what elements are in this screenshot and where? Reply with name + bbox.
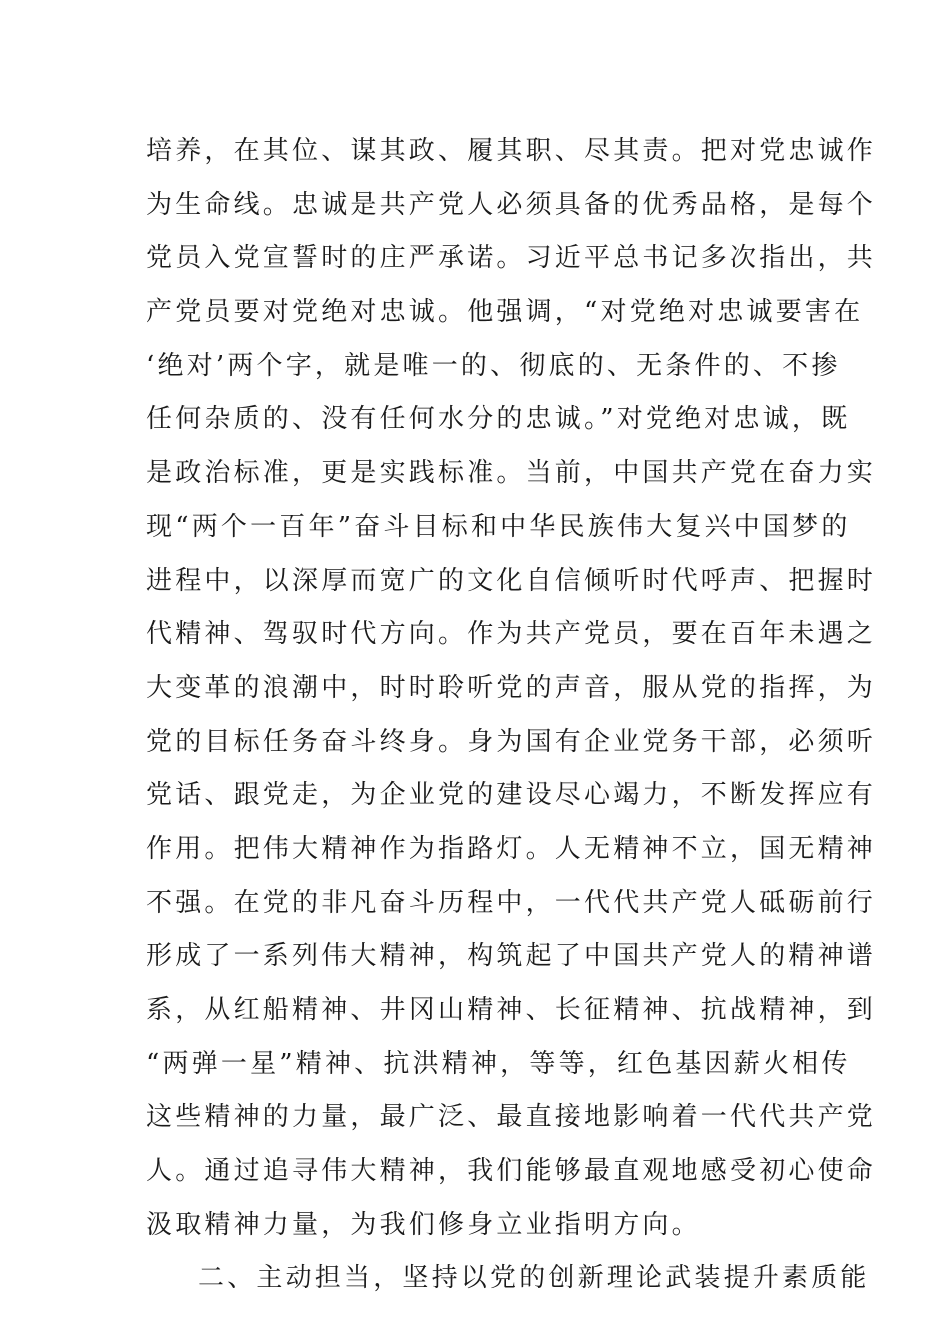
text-line: 不强。在党的非凡奋斗历程中，一代代共产党人砥砺前行 [146,887,877,918]
text-line: 人。通过追寻伟大精神，我们能够最直观地感受初心使命 [146,1156,877,1187]
text-line: 大变革的浪潮中，时时聆听党的声音，服从党的指挥，为 [146,672,877,703]
text-line: 产党员要对党绝对忠诚。他强调，“对党绝对忠诚要害在 [146,297,864,328]
text-line: 这些精神的力量，最广泛、最直接地影响着一代代共产党 [146,1102,877,1133]
text-line: 代精神、驾驭时代方向。作为共产党员，要在百年未遇之 [146,619,877,650]
text-line: 培养，在其位、谋其政、履其职、尽其责。把对党忠诚作 [146,136,877,166]
text-line: 进程中，以深厚而宽广的文化自信倾听时代呼声、把握时 [146,565,877,596]
text-line: 系，从红船精神、井冈山精神、长征精神、抗战精神，到 [146,995,877,1025]
text-line: 为生命线。忠诚是共产党人必须具备的优秀品格，是每个 [146,189,877,220]
text-line: 是政治标准，更是实践标准。当前，中国共产党在奋力实 [146,458,877,489]
text-line: 汲取精神力量，为我们修身立业指明方向。 [146,1209,701,1240]
text-line: 形成了一系列伟大精神，构筑起了中国共产党人的精神谱 [146,941,877,972]
text-line: 党话、跟党走，为企业党的建设尽心竭力，不断发挥应有 [146,780,877,811]
text-line: ‘绝对’两个字，就是唯一的、彻底的、无条件的、不掺 [146,350,841,381]
text-line: 现“两个一百年”奋斗目标和中华民族伟大复兴中国梦的 [146,511,851,542]
text-line: 作用。把伟大精神作为指路灯。人无精神不立，国无精神 [146,833,877,864]
text-line: 党员入党宣誓时的庄严承诺。习近平总书记多次指出，共 [146,243,877,274]
section-heading: 二、主动担当，坚持以党的创新理论武装提升素质能 [198,1263,870,1294]
body-text [146,125,877,1306]
text-line: 任何杂质的、没有任何水分的忠诚。”对党绝对忠诚，既 [146,404,851,435]
text-line: “两弹一星”精神、抗洪精神，等等，红色基因薪火相传 [146,1048,851,1079]
text-line: 党的目标任务奋斗终身。身为国有企业党务干部，必须听 [146,726,877,757]
